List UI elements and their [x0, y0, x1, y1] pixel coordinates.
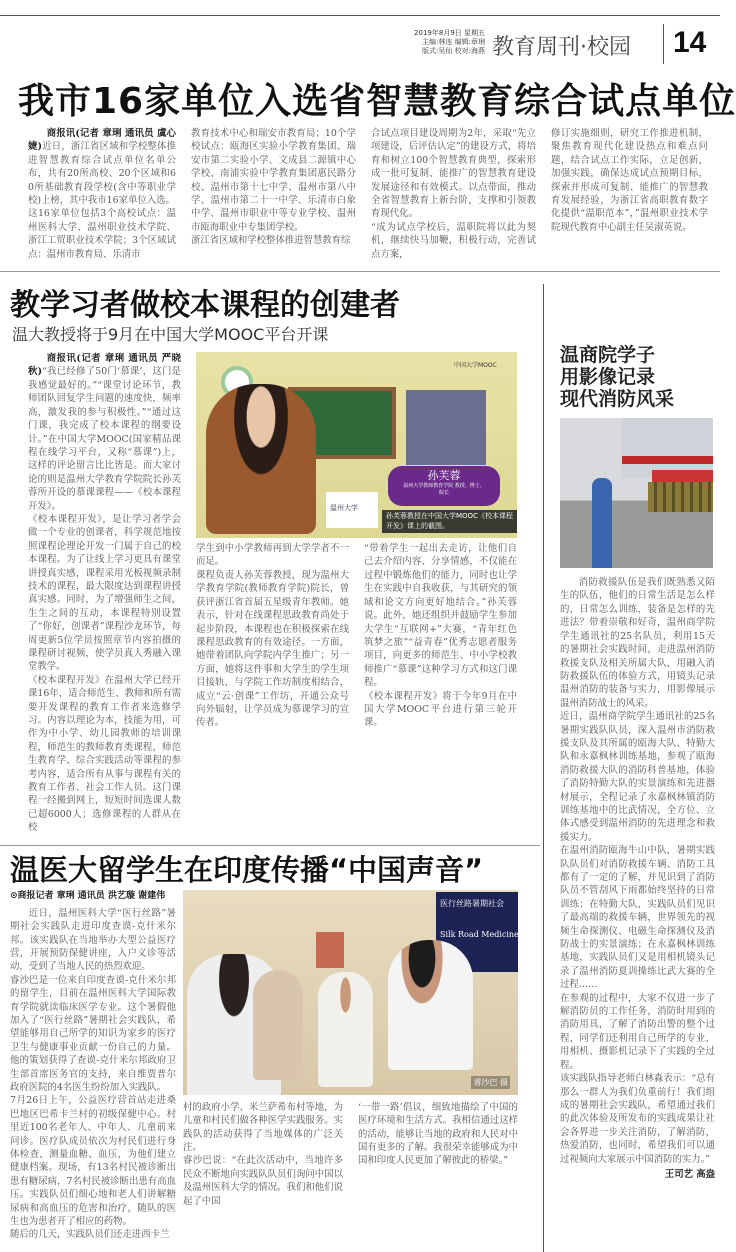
- article3-col1: 近日，温州医科大学“医行丝路”暑期社会实践队走进印度查谟-克什米尔邦。该实践队在当地举办大型公益医疗营，开展预防保健讲座，入户义诊等活动，受到了当地人民的热烈欢迎。 睿沙巴是一位来自印度查谟-克什米尔邦的留学生，目前在温州医科大学国际教育学院就读临床医学专业。这个暑假他加入了“医行丝路”暑期社会实践队，希望能够用自己所学的知识为家乡的医疗卫生与健康事业贡献一份自己的力量。他的策划获得了查谟-克什米尔邦政府卫生部首席医务官的支持，来自维贾普尔政府医院的4名医生纷纷加入实践队。 7月26日上午，公益医疗营首站走进桑巴地区巴希卡兰村的初级保健中心。村里近100名老年人、中年人、儿童前来问诊。医疗队成员依次为村民们进行身体检查，测量血糖、血压，为他们建立健康档案。现场，有13名村民被诊断出患有糖尿病，7名村民被诊断出患有高血压。实践队员们细心地和老人们讲解糖尿病和高血压的危害和治疗，随队的医生也为患者开了相应的药物。 随后的几天，实践队员们还走进西卡兰: [10, 907, 176, 1241]
- article1-col3: 合试点项目建设周期为2年，采取“先立项建设，后评估认定”的建设方式，将培育和树立100个智慧教育典型，探索形成一批可复制、能推广的智慧教育建设发展途径和有效模式。以点带面，推动全省智慧教育上新台阶，支撑和引领教育现代化。 “成为试点学校后，温职院将以此为契机，继续快马加鞭，积极行动，完善试点方案，: [371, 128, 536, 260]
- masthead-info: [380, 29, 485, 56]
- article2-subheadline: 温大教授将于9月在中国大学MOOC平台开课: [12, 325, 329, 345]
- article1-header: [0, 76, 736, 127]
- article2-body: [0, 346, 543, 835]
- article3-col2: 村的政府小学、米兰萨希布村等地，为儿童和村民们做各种医学实践服务。实践队的活动获得了当地媒体的广泛关注。 睿沙巴说：“在此次活动中，当地许多民众不断地向实践队队员们询问中国以及温州医科大学的情况。我们和他们说起了中国: [183, 1101, 343, 1207]
- article3-byline: ⊙商报记者 章琍 通讯员 洪艺璇 谢建伟: [10, 890, 166, 901]
- article3-body: [0, 888, 543, 1252]
- lower-section: [0, 280, 720, 1252]
- sidebar-divider: [543, 284, 544, 1252]
- article2-col1: [28, 352, 181, 835]
- sidebar: [543, 280, 720, 1252]
- sidebar-headline: [560, 344, 715, 410]
- clinic-photo: [183, 890, 540, 1095]
- article2-col3: “带着学生一起出去走访，让他们自己去介绍内容、分享情感，不仅能在过程中锻炼他们的能力，同时也让学生在实践中自我收获，与其研究的领域和论文方向更好地结合。”孙芙蓉说。此外，她还组织并鼓励学生参加大学生“互联网+”大赛，“青年红色筑梦之旅”“益青春”优秀志愿者服务项目，向更多的师范生、中小学校教师推广“慕课”这种学习方式和这门课程。 《校本课程开发》将于今年9月在中国大学MOOC平台进行第三轮开课。: [364, 543, 517, 729]
- article1-byline: 商报讯(记者 章琍 通讯员 虞心婕): [28, 128, 176, 153]
- name-tag-title: 温州大学教师教育学院 教授、博士、院长: [403, 483, 485, 497]
- article2-lower-columns: [196, 542, 517, 730]
- article1-text: 近日，浙江省区域和学校整体推进智慧教育综合试点单位名单公布，共有20所高校、20个区域和60所基础教育段学校(含中等职业学校)上榜，其中我市16家单位入选。 这16家单位包括3个高校试点：温州医科大学、温州职业技术学院、浙江工贸职业技术学院；3个区域试点：温州市教育局、乐清市: [28, 141, 176, 260]
- elderly-woman-figure: [318, 972, 373, 1087]
- article2-byline: 商报讯(记者 章琍 通讯员 严晓秋): [28, 353, 181, 378]
- article3-lower-columns: [183, 1101, 518, 1208]
- name-tag-name: 孙芙蓉: [427, 469, 461, 483]
- mooc-logo: 中国大学MOOC: [454, 362, 497, 370]
- article3-left: [10, 890, 176, 1242]
- article3-header: [0, 846, 543, 888]
- article1-headline: 我市16家单位入选省智慧教育综合试点单位: [18, 81, 736, 122]
- section-title: 教育周刊·校园: [492, 35, 631, 60]
- issue-date: 2019年8月9日 星期五: [414, 29, 485, 37]
- sidebar-headline-line: 用影像记录: [560, 366, 656, 389]
- firefighter-row: [648, 482, 713, 512]
- section-rule: [0, 271, 720, 272]
- doctor-figure: [388, 940, 473, 1070]
- sidebar-headline-line: 温商院学子: [560, 344, 656, 367]
- layout-credits: 版式:吴仙 校对:海燕: [422, 47, 485, 55]
- article1-col4: 修订实施细则，研究工作推进机制，聚焦教育现代化建设热点和难点问题，结合试点工作实际，立足创新，加强实践，确保达成试点预期目标，探索并形成可复制、能推广的智慧教育发展经验，为浙江省高职教育数字化提供“温职范本”，”温州职业技术学院现代教育中心副主任吴淑英说。: [551, 128, 708, 233]
- main-column: [0, 280, 543, 1252]
- banner-text-en: Silk Road Medicine Prac: [440, 929, 540, 939]
- fire-station-building: [622, 418, 713, 478]
- banner-text: 医行丝路暑期社会: [440, 898, 504, 908]
- article2-col2: 学生到中小学教师再到大学学者不一而足。 课程负责人孙芙蓉教授，现为温州大学教育学院(教师教育学院)院长，曾获评浙江省首届五星级青年教师。她表示，针对在线课程思政教育尚处于起步阶段，本课程也在积极探索在线课程思政教育的有效途径。一方面，她带着团队向学院内学生推广；另一方面，她将这件事和大学生的学生项目接轨，与学院工作坊制度相结合，成立“云·创课”工作坊，开通公众号向外辐射，让学员成为慕课学习的宣传者。: [196, 543, 349, 729]
- name-tag: [388, 466, 500, 506]
- poster: [316, 932, 344, 968]
- article3-col3: ‘一带一路’倡议，细致地描绘了中国的医疗环境和生活方式。我相信通过这样的活动，能够让当地的政府和人民对中国有更多的了解。我很荣幸能够成为中国和印度人民更加了解彼此的桥梁。”: [358, 1101, 518, 1167]
- mooc-screenshot-photo: [196, 352, 517, 538]
- top-rule: [0, 15, 720, 16]
- article2-text: “我已经修了50门‘慕课’，这门是我感觉最好的。”“课堂讨论环节，教师团队回复学生问题的速度快，频率高，激发我的参与积极性。”“通过这门课，我完成了校本课程的纲要设计。”在中国大学MOOC(国家精品课程在线学习平台，又称“慕课”)上，这样的评论留言比比皆是。而大家讨论的则是温州大学教育学院院长孙芙蓉所开设的慕课课程——《校本课程开发》。 《校本课程开发》，是让学习者学会做一个专业的创课者，科学规范地按照课程论理论开发一门属于自己的校本课程。为了让线上学习更具有课堂讲授真实感，课程采用光板视频录制技术的课程，最大限度达到课程讲授真实感。同时，为了增强师生之间，生生之间的互动，本课程特别设置了“你好，创课者”课程沙龙环节，每周更新5位学员按照章节内容拍摄的课程研讨视频，使学员真人秀融入课堂教学。 《校本课程开发》在温州大学已经开课16年，适合师范生、教师和所有需要开发课程的教育工作者来选修学习。内容以理论为本，技能为用，可作为中小学、幼儿园教师的培训课程，师范生的教师教育类课程，师范生教育学、综合实践活动等课程的参考内容，适合所有从事与课程有关的教育工作者、社会工作人员。这门课程一经搬到网上，短短时间选课人数已超6000人；选修课程的人群从在校: [28, 366, 181, 834]
- teacher-figure: [206, 384, 316, 534]
- article3-right: [183, 890, 540, 1208]
- article2-header: [0, 280, 543, 346]
- article2-right: [196, 352, 517, 730]
- fire-station-sign: [622, 456, 713, 464]
- article1-col2: 教育技术中心和瑞安市教育局；10个学校试点：瓯海区实验小学教育集团、瑞安市第二实验小学、文成县二源镇中心学校、南浦实验中学教育集团惠民路分校、温州市第十七中学、温州市第八中学、温州市第二十一中学、乐清市白象中学、温州市职业中等专业学校、温州市瓯海职业中专集团学校。 浙江省区域和学校整体推进智慧教育综: [191, 128, 356, 247]
- photo-credit: 睿沙巴 摄: [473, 1077, 508, 1087]
- article1-columns: [0, 127, 720, 261]
- bookshelf: [406, 390, 486, 465]
- masthead: [0, 0, 720, 76]
- article2-headline: 教学习者做校本课程的创建者: [10, 288, 400, 324]
- photographer-figure: [592, 478, 612, 568]
- desk-sign: 温州大学: [326, 492, 378, 528]
- masthead-divider: [663, 24, 664, 64]
- firefighters-photo: [560, 418, 713, 568]
- photo-caption: 孙芙蓉教授在中国大学MOOC《校本课程开发》课上的截图。: [382, 510, 517, 533]
- article1-col1: [28, 127, 176, 261]
- sidebar-headline-line: 现代消防风采: [560, 388, 675, 411]
- sidebar-author: 王司艺 高盎: [664, 1168, 715, 1180]
- patient-figure: [253, 970, 303, 1080]
- editors: 主编:林连 编辑:章琍: [422, 38, 485, 46]
- article3-headline: 温医大留学生在印度传播“中国声音”: [10, 852, 484, 887]
- page-number: 14: [673, 26, 707, 59]
- sidebar-body: 消防救援队伍是我们既熟悉又陌生的队伍，他们的日常生活是怎么样的，日常怎么训练，装备是怎样的先进法？带着崇敬和好奇，温州商学院学生通讯社的25名队员，利用15天的暑期社会实践时间，走进温州消防救援支队及相关所属大队，用融入消防救援队伍的体验方式，用镜头记录温州消防的装备与实力，用影像展示温州消防战士的风采。 近日，温州商学院学生通讯社的25名暑期实践队队员，深入温州市消防救援支队及其所属的瓯海大队、特勤大队和永嘉枫林训练基地，参观了瓯海消防救援大队的消防科普基地，体验了消防特勤大队的实景演练和先进器材展示，全程记录了永嘉枫林镇消防训练基地中的比武情况，全方位、立体式感受到温州消防的先进理念和救援实力。 在温州消防瓯海牛山中队，暑期实践队队员们对消防救援车辆、消防工具都有了一定的了解，并见识到了消防队员不管刮风下雨都始终坚持的日常训练；在特勤大队，实践队员们见识了最高端的救援车辆，世界领先的视频生命探测仪、电磁生命探测仪及消防战士的实景演练；在永嘉枫林训练基地，实践队员们又是用相机镜头记录了温州消防夏训操练比武大赛的全过程…… 在参观的过程中，大家不仅进一步了解消防员的工作任务，消防时用到的消防用具，了解了消防出警的整个过程，同学们还利用自己所学的专业，用相机、摄影机记录下了实践的全过程。 该实践队指导老师白林淼表示：“总有那么一群人为我们负重前行！我们组成的暑期社会实践队，希望通过我们的此次体验及所发布的实践成果让社会各界进一步关注消防，了解消防，热爱消防，也同时，希望我们可以通过视频向大家展示中国消防的实力。”: [560, 577, 715, 1165]
